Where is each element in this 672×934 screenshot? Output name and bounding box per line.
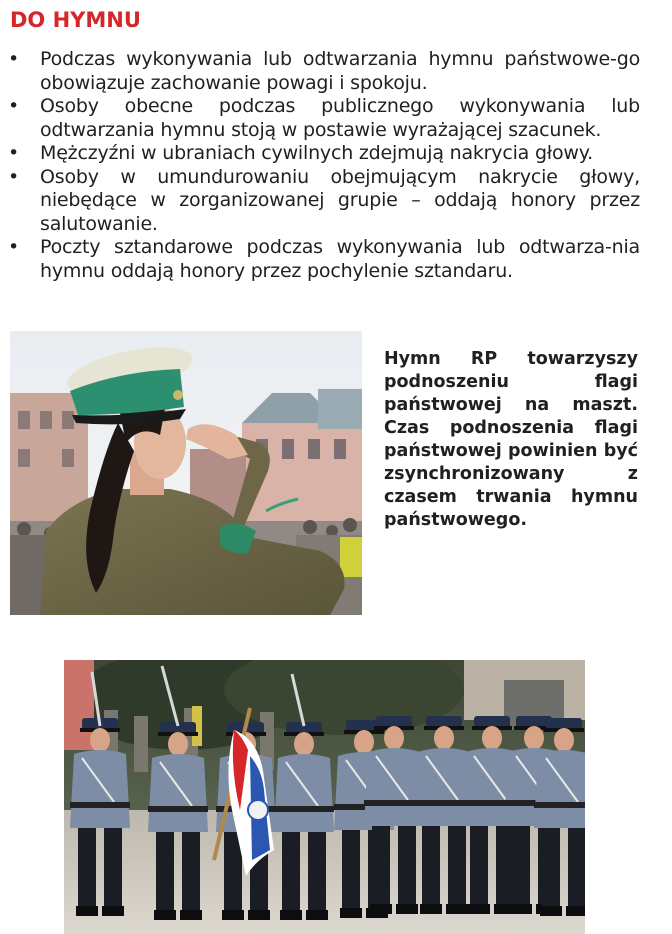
rule-text: Osoby obecne podczas publicznego wykonywania lub odtwarzania hymnu stoją w postawie wyrażającej szacunek.: [40, 95, 640, 141]
rule-text: Podczas wykonywania lub odtwarzania hymnu państwowe-go obowiązuje zachowanie powagi i spokoju.: [40, 48, 640, 94]
saluting-officer-photo: [10, 331, 362, 615]
section-heading: DO HYMNU: [10, 8, 141, 32]
rule-text: Poczty sztandarowe podczas wykonywania lub odtwarza-nia hymnu oddają honory przez pochylenie sztandaru.: [40, 236, 640, 282]
photo-caption: Hymn RP towarzyszy podnoszeniu flagi państwowej na maszt. Czas podnoszenia flagi państwowej powinien być zsynchronizowany z czasem trwania hymnu państwowego.: [384, 349, 638, 530]
rule-text: Mężczyźni w ubraniach cywilnych zdejmują nakrycia głowy.: [40, 142, 593, 164]
rule-item: [8, 236, 640, 283]
bullet: •: [8, 95, 20, 117]
rule-item: [8, 166, 640, 237]
bullet: •: [8, 165, 20, 188]
honor-guard-photo: [64, 660, 585, 934]
bullet: •: [8, 236, 20, 258]
rule-item: [8, 48, 640, 95]
rule-item: [8, 142, 640, 166]
bullet: •: [8, 48, 20, 70]
rule-text: Osoby w umundurowaniu obejmującym nakrycie głowy, niebędące w zorganizowanej grupie – oddają honory przez salutowanie.: [40, 165, 640, 235]
rules-list: [8, 48, 640, 283]
bullet: •: [8, 142, 20, 164]
rule-item: [8, 95, 640, 142]
